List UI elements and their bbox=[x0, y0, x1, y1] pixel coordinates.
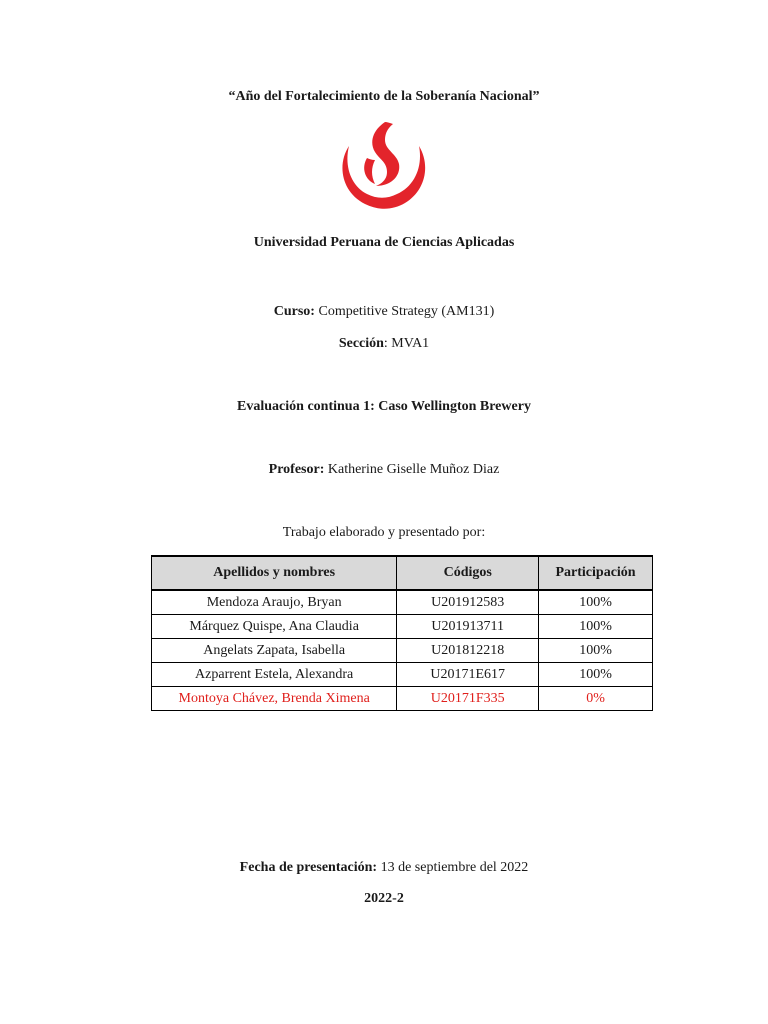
member-participation: 0% bbox=[539, 687, 653, 711]
member-participation: 100% bbox=[539, 663, 653, 687]
table-row bbox=[152, 663, 653, 687]
professor-label: Profesor: bbox=[268, 462, 325, 477]
member-code: U201913711 bbox=[397, 615, 539, 639]
university-name: Universidad Peruana de Ciencias Aplicadas bbox=[253, 235, 515, 250]
member-name: Márquez Quispe, Ana Claudia bbox=[152, 615, 397, 639]
member-code: U20171E617 bbox=[397, 663, 539, 687]
professor-line bbox=[0, 461, 768, 479]
course-line bbox=[0, 303, 768, 321]
table-header-row bbox=[152, 556, 653, 590]
header-names: Apellidos y nombres bbox=[152, 556, 397, 590]
assignment-title: Evaluación continua 1: Caso Wellington Brewery bbox=[237, 399, 531, 414]
members-table bbox=[151, 555, 653, 711]
table-row bbox=[152, 615, 653, 639]
member-name: Azparrent Estela, Alexandra bbox=[152, 663, 397, 687]
member-name: Montoya Chávez, Brenda Ximena bbox=[152, 687, 397, 711]
header-participation: Participación bbox=[539, 556, 653, 590]
presentation-date-value: 13 de septiembre del 2022 bbox=[380, 860, 529, 875]
member-code: U20171F335 bbox=[397, 687, 539, 711]
motto: “Año del Fortalecimiento de la Soberanía Nacional” bbox=[228, 89, 540, 104]
table-row-highlighted bbox=[152, 687, 653, 711]
table-row bbox=[152, 639, 653, 663]
header-codes: Códigos bbox=[397, 556, 539, 590]
table-row bbox=[152, 590, 653, 615]
member-code: U201812218 bbox=[397, 639, 539, 663]
prepared-by: Trabajo elaborado y presentado por: bbox=[282, 525, 486, 540]
course-label: Curso: bbox=[273, 304, 315, 319]
upc-flame-logo-icon bbox=[335, 120, 431, 212]
course-value: Competitive Strategy (AM131) bbox=[318, 304, 495, 319]
member-participation: 100% bbox=[539, 590, 653, 615]
section-value: : MVA1 bbox=[383, 336, 430, 351]
academic-term: 2022-2 bbox=[364, 891, 404, 906]
presentation-date-label: Fecha de presentación: bbox=[239, 860, 378, 875]
section-label: Sección bbox=[338, 336, 384, 351]
member-name: Angelats Zapata, Isabella bbox=[152, 639, 397, 663]
member-code: U201912583 bbox=[397, 590, 539, 615]
member-name: Mendoza Araujo, Bryan bbox=[152, 590, 397, 615]
professor-value: Katherine Giselle Muñoz Diaz bbox=[327, 462, 500, 477]
section-line bbox=[0, 335, 768, 353]
presentation-date-line bbox=[0, 859, 768, 877]
member-participation: 100% bbox=[539, 615, 653, 639]
member-participation: 100% bbox=[539, 639, 653, 663]
